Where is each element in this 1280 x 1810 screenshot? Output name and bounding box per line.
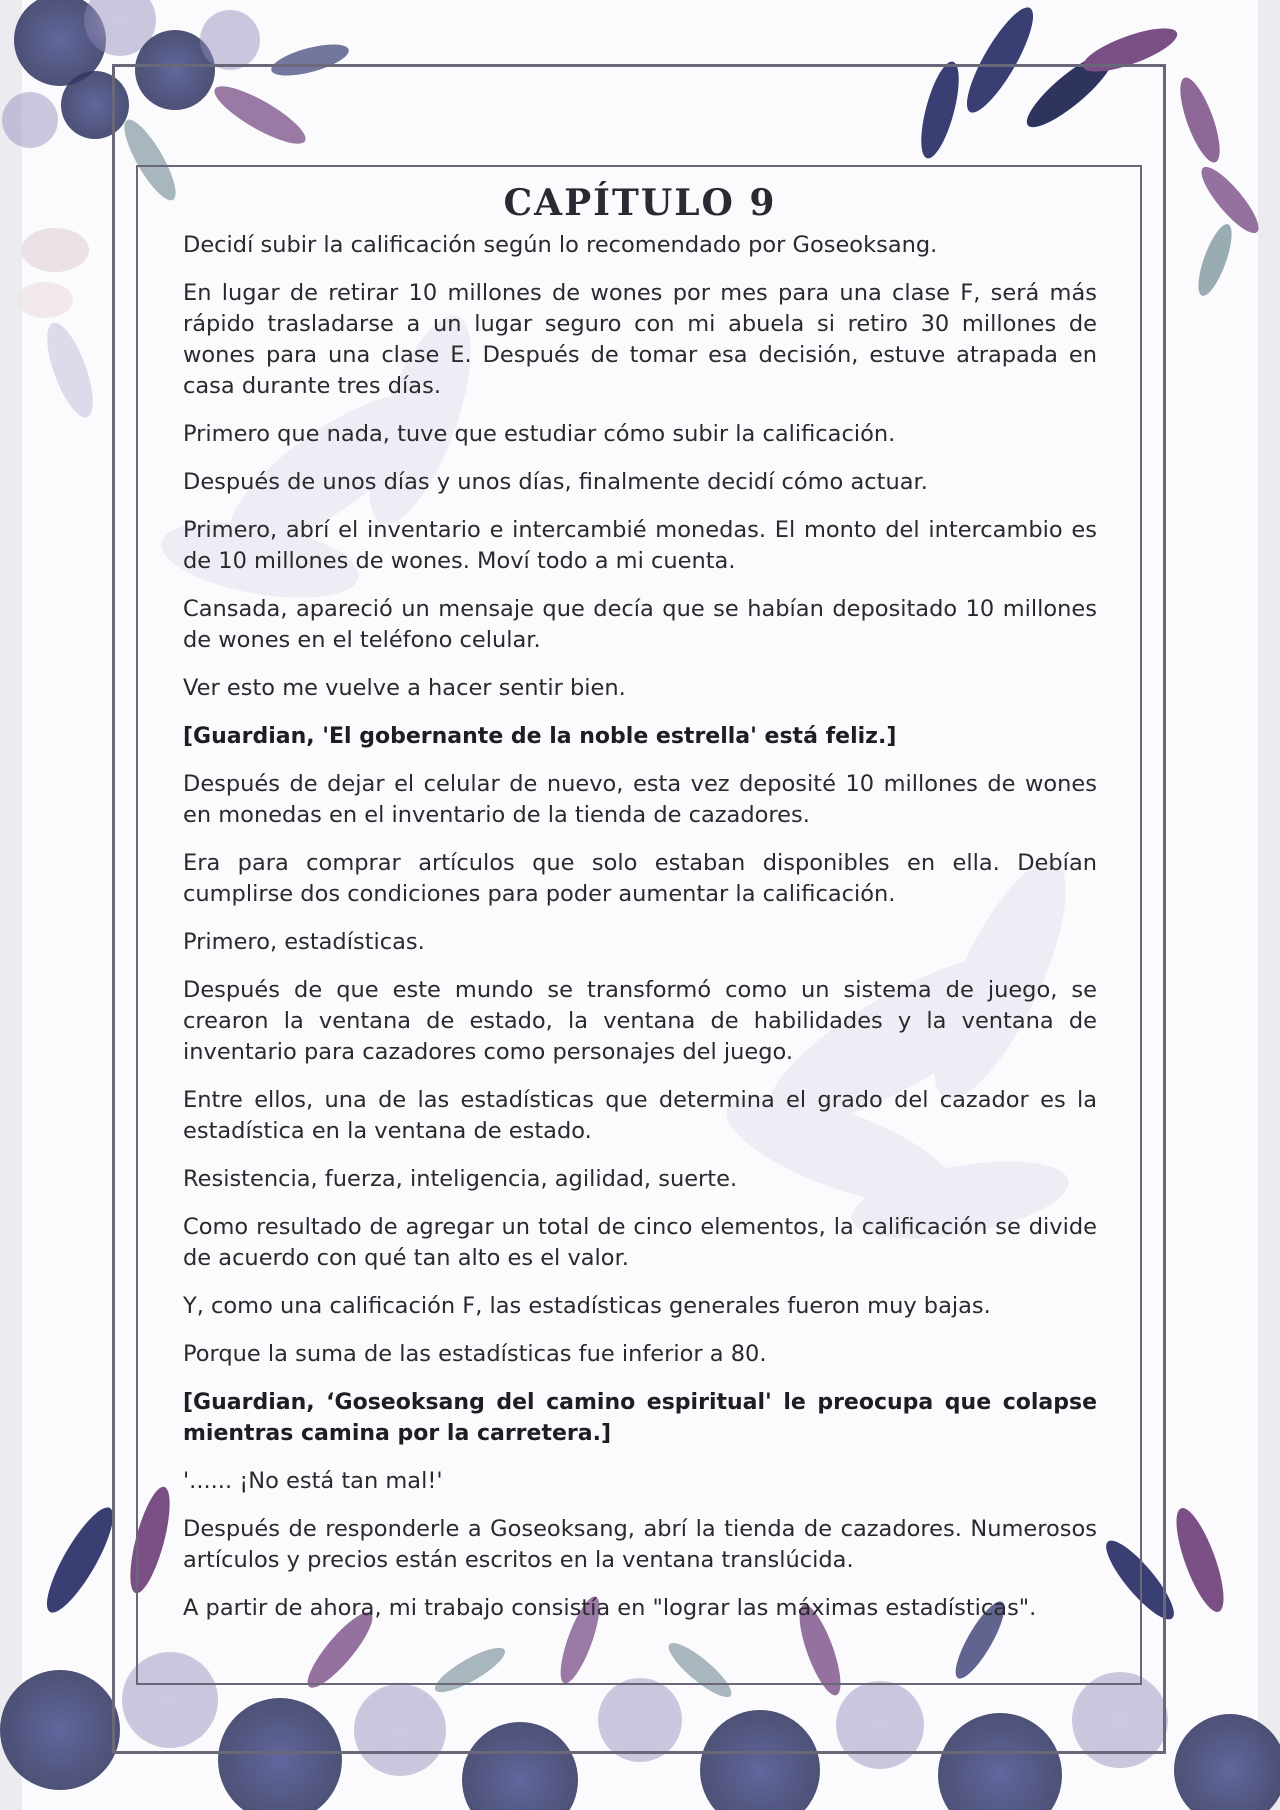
body-paragraph: Resistencia, fuerza, inteligencia, agilidad, suerte. bbox=[183, 1166, 738, 1192]
page-content bbox=[183, 182, 1097, 1641]
body-paragraph: Entre ellos, una de las estadísticas que determina el grado del cazador es la estadística en la ventana de estado. bbox=[183, 1087, 1097, 1144]
body-paragraph: Después de responderle a Goseoksang, abrí la tienda de cazadores. Numerosos artículos y precios están escritos en la ventana translúcida. bbox=[183, 1516, 1097, 1573]
body-paragraph: Era para comprar artículos que solo estaban disponibles en ella. Debían cumplirse dos condiciones para poder aumentar la calificación. bbox=[183, 850, 1097, 907]
body-paragraph: Después de dejar el celular de nuevo, esta vez deposité 10 millones de wones en monedas en el inventario de la tienda de cazadores. bbox=[183, 771, 1097, 828]
body-paragraph: Después de unos días y unos días, finalmente decidí cómo actuar. bbox=[183, 469, 928, 495]
body-paragraph: Porque la suma de las estadísticas fue inferior a 80. bbox=[183, 1341, 767, 1367]
guardian-message-paragraph: [Guardian, 'El gobernante de la noble estrella' está feliz.] bbox=[183, 724, 897, 749]
body-paragraph: A partir de ahora, mi trabajo consistía en "lograr las máximas estadísticas". bbox=[183, 1595, 1037, 1621]
body-paragraph: Ver esto me vuelve a hacer sentir bien. bbox=[183, 675, 626, 701]
body-paragraph: Cansada, apareció un mensaje que decía que se habían depositado 10 millones de wones en el teléfono celular. bbox=[183, 596, 1097, 653]
body-paragraph: '...... ¡No está tan mal!' bbox=[183, 1468, 443, 1494]
body-paragraph: Primero que nada, tuve que estudiar cómo subir la calificación. bbox=[183, 421, 896, 447]
body-paragraph: Primero, estadísticas. bbox=[183, 929, 425, 955]
body-paragraph: Decidí subir la calificación según lo recomendado por Goseoksang. bbox=[183, 232, 938, 258]
paragraph-list bbox=[183, 230, 1097, 1624]
body-paragraph: Primero, abrí el inventario e intercambié monedas. El monto del intercambio es de 10 millones de wones. Moví todo a mi cuenta. bbox=[183, 517, 1097, 574]
guardian-message-paragraph: [Guardian, ‘Goseoksang del camino espiritual' le preocupa que colapse mientras camina por la carretera.] bbox=[183, 1390, 1097, 1446]
chapter-title: CAPÍTULO 9 bbox=[503, 182, 777, 224]
body-paragraph: Después de que este mundo se transformó como un sistema de juego, se crearon la ventana de estado, la ventana de habilidades y la ventana de inventario para cazadores como personajes del juego. bbox=[183, 977, 1097, 1065]
body-paragraph: Y, como una calificación F, las estadísticas generales fueron muy bajas. bbox=[183, 1293, 991, 1319]
body-paragraph: En lugar de retirar 10 millones de wones por mes para una clase F, será más rápido trasladarse a un lugar seguro con mi abuela si retiro 30 millones de wones para una clase E. Después de tomar esa decisión, estuve atrapada en casa durante tres días. bbox=[183, 280, 1097, 399]
body-paragraph: Como resultado de agregar un total de cinco elementos, la calificación se divide de acuerdo con qué tan alto es el valor. bbox=[183, 1214, 1097, 1271]
